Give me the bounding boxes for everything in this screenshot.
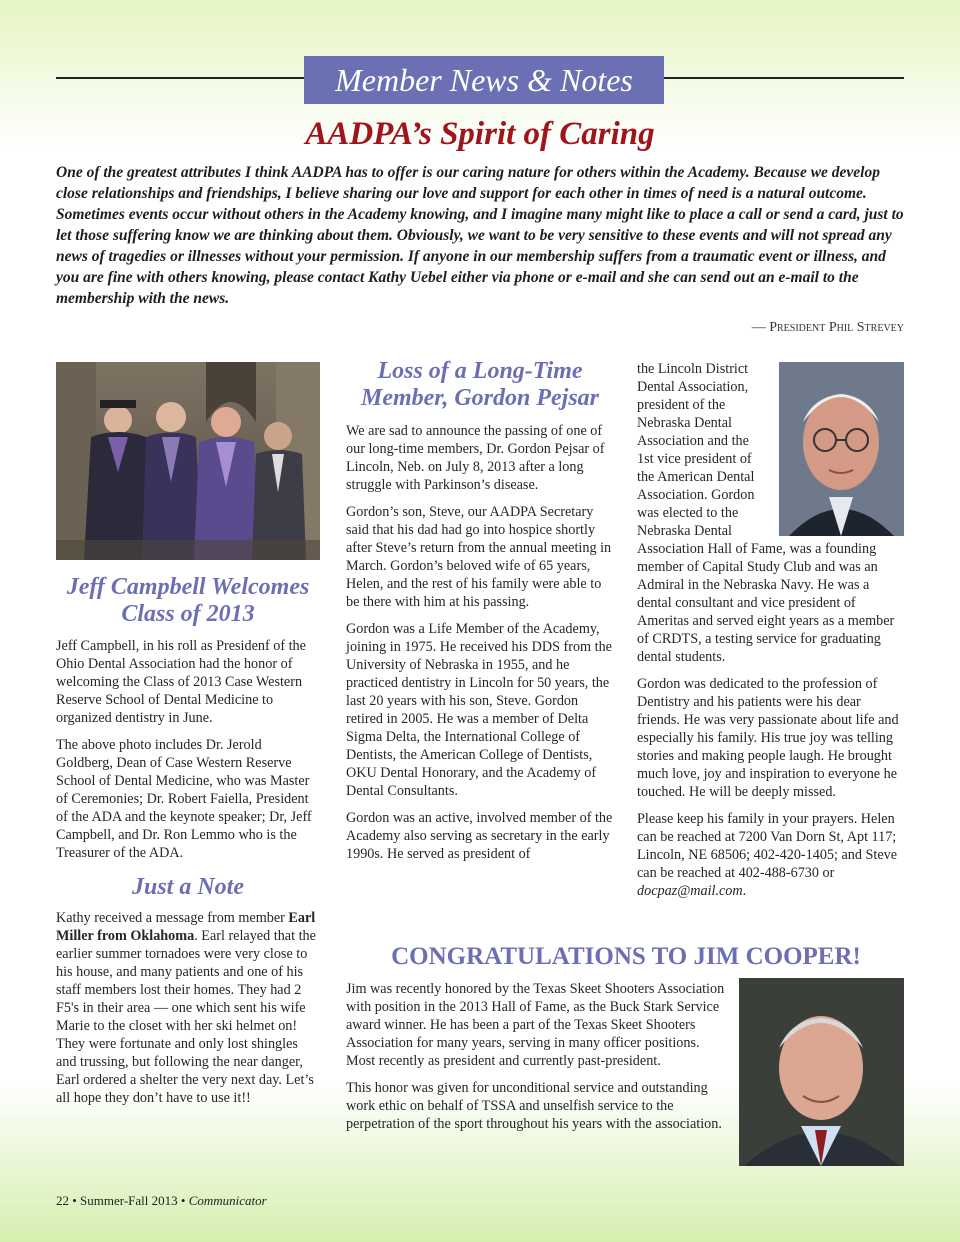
jim-cooper-paragraph-2: This honor was given for unconditional service and outstanding work ethic on behalf of TSSA and unselfish service to the perpetration of the sport throughout his years with the association.	[346, 1080, 722, 1132]
section-banner: Member News & Notes	[304, 56, 664, 104]
footer-page-info: 22 • Summer-Fall 2013 •	[56, 1193, 189, 1208]
just-a-note-text-end: . Earl relayed that the earlier summer tornadoes were very close to his house, and many patients and one of his staff members lost their homes. They had 2 F5's in their area — one which sent his wife Marie to the closet with her ski helmet on! They were fortunate and only lost shingles and trussing, but following the near danger, Earl ordered a shelter the very next day. Let’s all hope they don’t have to use it!!	[56, 928, 316, 1106]
just-a-note-heading: Just a Note	[131, 874, 244, 900]
gordon-pejsar-heading: Loss of a Long-Time Member, Gordon Pejsar	[360, 358, 599, 411]
header-rule-left	[56, 77, 304, 79]
gordon-continued-side: the Lincoln District Dental Association, president of the Nebraska Dental Association and the 1st vice president of the American Dental Association. Gordon was elected to the Nebraska Dental	[637, 361, 755, 539]
footer-publication: Communicator	[188, 1193, 267, 1208]
just-a-note-text-start: Kathy received a message from member	[56, 910, 289, 926]
gordon-paragraph-1: We are sad to announce the passing of one of our long-time members, Dr. Gordon Pejsar of Lincoln, Neb. on July 8, 2013 after a long struggle with Parkinson’s disease.	[346, 423, 605, 493]
intro-text: One of the greatest attributes I think AADPA has to offer is our caring nature for others within the Academy. Because we develop close relationships and friendships, I believe sharing our love and support for each other in times of need is a natural outcome. Sometimes events occur without others in the Academy knowing, and I imagine many might like to place a call or send a card, just to let those suffering know we are thinking about them. Obviously, we want to be very sensitive to these events and will not spread any news of tragedies or illnesses without your permission. If anyone in our membership suffers from a traumatic event or illness, and you are fine with others knowing, please contact Kathy Uebel either via phone or e-mail and she can send out an e-mail to the membership with the news.	[56, 164, 904, 307]
steve-email-link[interactable]: docpaz@mail.com	[637, 883, 743, 899]
gordon-contact-text: Please keep his family in your prayers. Helen can be reached at 7200 Van Dorn St, Apt 117; Lincoln, NE 68506; 402-420-1405; and Steve can be reached at 402-488-6730 or	[637, 811, 898, 881]
right-column	[637, 360, 904, 909]
header-rule-right	[664, 77, 904, 79]
graduation-group-photo	[56, 362, 320, 560]
gordon-contact-end: .	[742, 883, 747, 899]
earl-miller-name: Earl Miller from Oklahoma	[56, 910, 316, 944]
jeff-campbell-paragraph-1: Jeff Campbell, in his roll as Presidenf of the Ohio Dental Association had the honor of welcoming the Class of 2013 Case Western Reserve School of Dental Medicine to organized dentistry in June.	[56, 638, 306, 726]
main-title: AADPA’s Spirit of Caring	[305, 116, 655, 152]
gordon-paragraph-2: Gordon’s son, Steve, our AADPA Secretary said that his dad had go into hospice shortly after Steve’s return from the annual meeting in March. Gordon’s beloved wife of 65 years, Helen, and the rest of his family were able to be there with him at his passing.	[346, 504, 612, 610]
jim-cooper-heading: CONGRATULATIONS TO JIM COOPER!	[391, 943, 861, 970]
gordon-paragraph-3: Gordon was a Life Member of the Academy, joining in 1975. He received his DDS from the University of Nebraska in 1955, and he practiced dentistry in Lincoln for 50 years, the last 20 years with his son, Steve. Gordon retired in 2005. He was a member of Delta Sigma Delta, the International College of Dentists, the American College of Dentists, OKU Dental Honorary, and the Academy of Dental Consultants.	[346, 621, 612, 799]
gordon-paragraph-4: Gordon was an active, involved member of the Academy also serving as secretary in the early 1990s. He served as president of	[346, 810, 613, 862]
jim-cooper-text	[346, 980, 726, 1142]
left-column	[56, 574, 320, 1116]
jeff-campbell-heading: Jeff Campbell Welcomes Class of 2013	[66, 574, 310, 627]
gordon-paragraph-5: Gordon was dedicated to the profession of Dentistry and his patients were his dear friends. He was very passionate about life and especially his family. His true joy was telling stories and making people laugh. He brought much love, joy and inspiration to everyone he touched. He will be deeply missed.	[637, 676, 899, 800]
page-footer	[56, 1193, 267, 1209]
middle-column	[346, 358, 614, 872]
jim-cooper-paragraph-1: Jim was recently honored by the Texas Skeet Shooters Association with position in the 2013 Hall of Fame, as the Buck Stark Service award winner. He has been a part of the Texas Skeet Shooters Association for many years, serving in many officer positions. Most recently as president and currently past-president.	[346, 981, 725, 1069]
gordon-continued-full: Association Hall of Fame, was a founding member of Capital Study Club and was an Admiral in the Nebraska Navy. He was a dental consultant and vice president of Ameritas and served eight years as a member of CRDTS, a testing service for graduating dental students.	[637, 541, 895, 665]
gordon-paragraph-6	[637, 810, 904, 900]
jim-cooper-portrait	[739, 978, 904, 1166]
signature: — President Phil Strevey	[751, 320, 904, 335]
just-a-note-paragraph	[56, 909, 320, 1107]
jeff-campbell-paragraph-2: The above photo includes Dr. Jerold Goldberg, Dean of Case Western Reserve School of Dental Medicine, who was Master of Ceremonies; Dr. Robert Faiella, President of the ADA and the keynote speaker; Dr, Jeff Campbell, and Dr. Ron Lemmo who is the Treasurer of the ADA.	[56, 737, 312, 861]
